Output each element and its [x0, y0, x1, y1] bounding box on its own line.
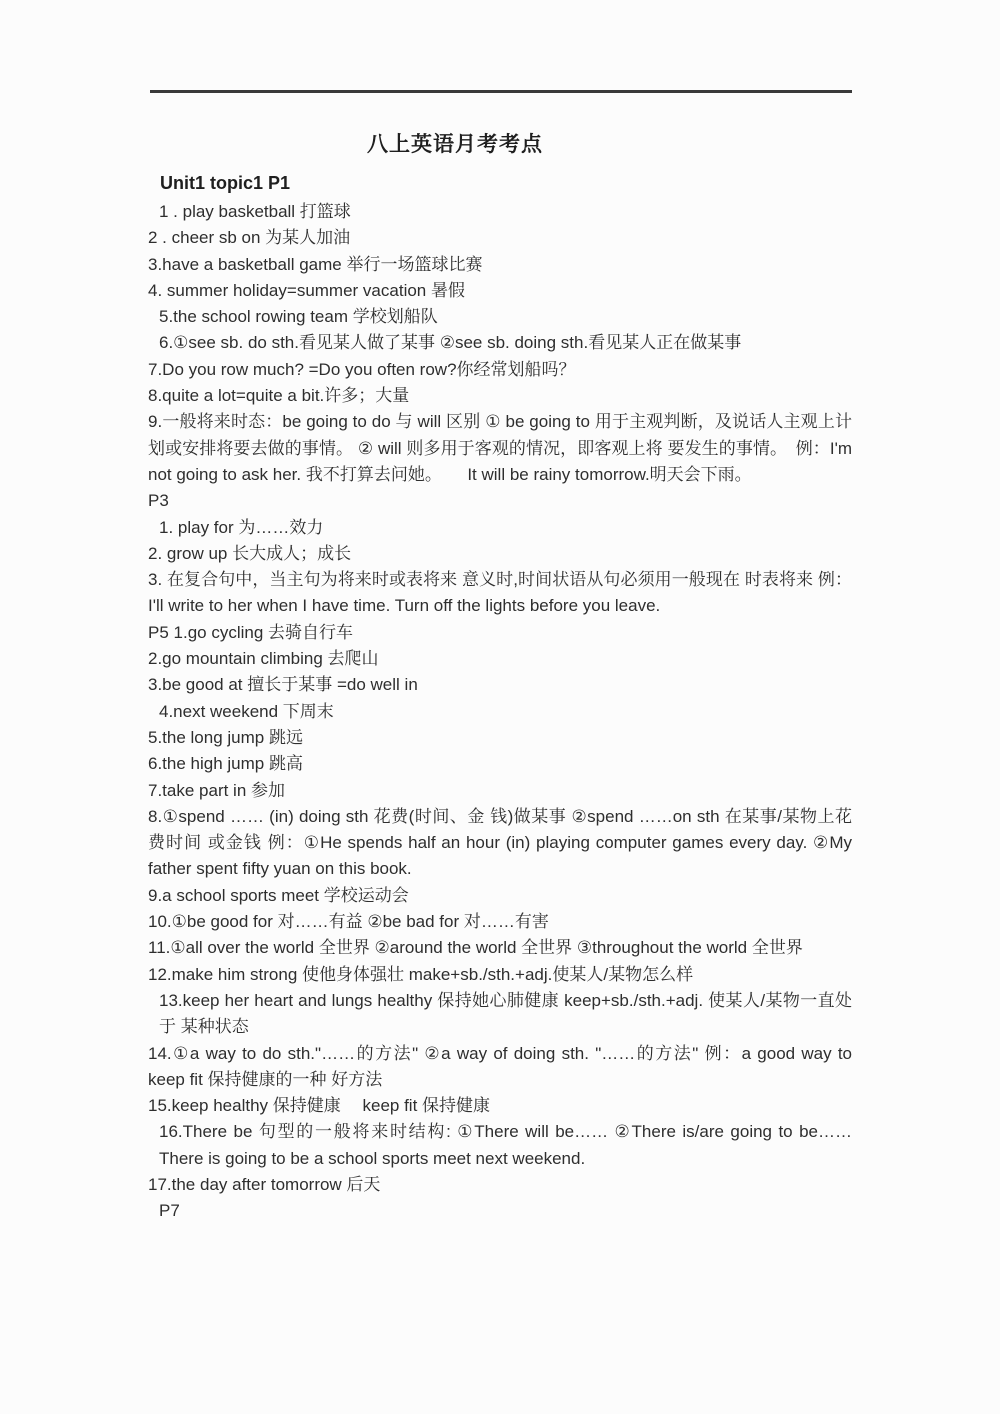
- paragraph: 4. summer holiday=summer vacation 暑假: [148, 280, 465, 300]
- paragraph: 2.go mountain climbing 去爬山: [148, 649, 379, 669]
- paragraph: 3.have a basketball game 举行一场篮球比赛: [148, 254, 483, 274]
- paragraph: 16.There be 句型的一般将来时结构: ①There will be…… ②There is/are going to be…… There is going to be a school sports meet next weekend.: [159, 1122, 852, 1168]
- paragraph: 3. 在复合句中，当主句为将来时或表将来 意义时,时间状语从句必须用一般现在 时表将来 例：I'll write to her when I have time. Turn off the lights before you leave.: [148, 570, 852, 616]
- paragraph: 1. play for 为……效力: [159, 517, 324, 537]
- paragraph: 7.take part in 参加: [148, 780, 286, 800]
- paragraph: 4.next weekend 下周末: [159, 701, 334, 721]
- paragraph: 17.the day after tomorrow 后天: [148, 1174, 381, 1194]
- paragraph: 9.a school sports meet 学校运动会: [148, 885, 409, 905]
- paragraph: 8.①spend …… (in) doing sth 花费(时间、金 钱)做某事 ②spend ……on sth 在某事/某物上花费时间 或金钱 例：①He spends half an hour (in) playing computer games every day. ②My father spent fifty yuan on this book.: [148, 806, 852, 879]
- paragraph: 11.①all over the world 全世界 ②around the world 全世界 ③throughout the world 全世界: [148, 938, 803, 958]
- paragraph: P5 1.go cycling 去骑自行车: [148, 622, 354, 642]
- paragraph: 7.Do you row much? =Do you often row?你经常划船吗？: [148, 359, 576, 379]
- paragraph: 5.the school rowing team 学校划船队: [159, 307, 438, 327]
- paragraph: 2 . cheer sb on 为某人加油: [148, 228, 351, 248]
- page-title: 八上英语月考考点: [367, 133, 543, 156]
- paragraph: 9.一般将来时态：be going to do 与 will 区别 ① be going to 用于主观判断，及说话人主观上计划或安排将要去做的事情。 ② will 则多用于客观的情况，即客观上将 要发生的事情。 例：I'm not going to ask her. 我不打算去问她。 It will be rainy tomorrow.明天会下雨。: [148, 412, 852, 484]
- paragraph: 2. grow up 长大成人；成长: [148, 543, 352, 563]
- paragraph: P7: [159, 1201, 180, 1221]
- paragraph: 6.①see sb. do sth.看见某人做了某事 ②see sb. doing sth.看见某人正在做某事: [159, 333, 742, 353]
- paragraph: P3: [148, 491, 169, 511]
- section-heading: Unit1 topic1 P1: [160, 173, 291, 193]
- paragraph: 3.be good at 擅长于某事 =do well in: [148, 675, 418, 695]
- paragraph: 5.the long jump 跳远: [148, 727, 303, 747]
- paragraph: 8.quite a lot=quite a bit.许多；大量: [148, 386, 410, 406]
- paragraph: 13.keep her heart and lungs healthy 保持她心肺健康 keep+sb./sth.+adj. 使某人/某物一直处于 某种状态: [159, 990, 852, 1037]
- paragraph: 6.the high jump 跳高: [148, 754, 303, 774]
- horizontal-rule: [150, 90, 852, 93]
- paragraph: 1 . play basketball 打篮球: [159, 202, 351, 221]
- paragraph: 12.make him strong 使他身体强壮 make+sb./sth.+adj.使某人/某物怎么样: [148, 964, 694, 984]
- paragraph: 14.①a way to do sth."……的方法" ②a way of doing sth. "……的方法" 例：a good way to keep fit 保持健康的一种 好方法: [148, 1043, 852, 1089]
- paragraph: 15.keep healthy 保持健康 keep fit 保持健康: [148, 1096, 491, 1116]
- paragraph: 10.①be good for 对……有益 ②be bad for 对……有害: [148, 912, 549, 932]
- paragraph-list: [148, 199, 852, 1225]
